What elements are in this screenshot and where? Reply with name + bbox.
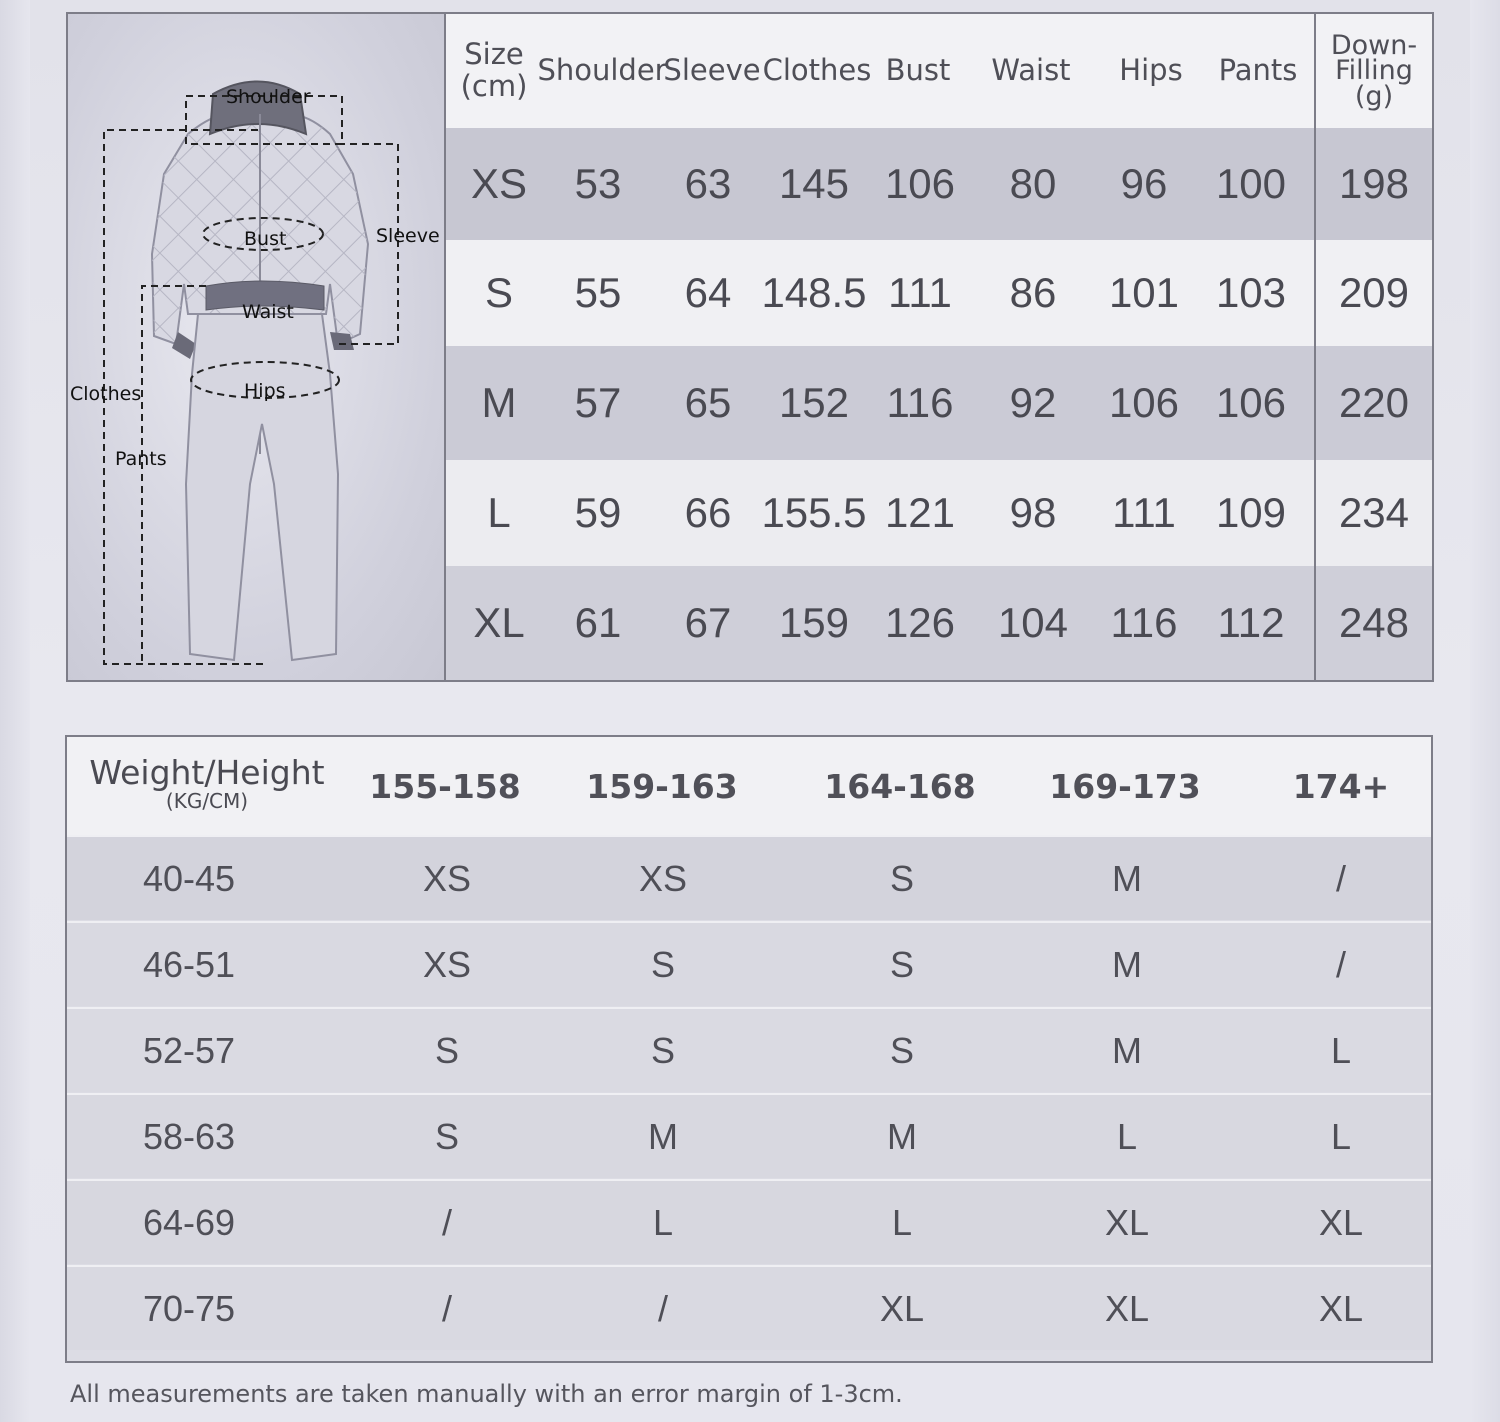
recommended-size-cell: XL	[1318, 1287, 1364, 1329]
recommended-size-cell: XS	[422, 943, 472, 985]
size-cell-sleeve: 66	[684, 489, 732, 536]
recommended-size-cell: M	[1112, 1029, 1142, 1071]
size-cell-bust: 106	[884, 160, 956, 207]
recommended-size-cell: /	[441, 1287, 452, 1329]
header-down-filling	[1316, 14, 1432, 128]
size-cell-shoulder: 53	[574, 160, 622, 207]
weight-height-title-text: Weight/Height	[89, 753, 325, 792]
recommended-size-cell: S	[889, 857, 914, 899]
size-cell-size: XL	[473, 599, 525, 646]
recommended-size-cell: XL	[1104, 1201, 1150, 1243]
size-cell-pants: 100	[1215, 160, 1287, 207]
recommended-size-cell: M	[887, 1115, 917, 1157]
weight-range-cell: 46-51	[142, 943, 236, 985]
header-down-line2: Filling	[1335, 55, 1413, 87]
recommended-size-cell: /	[441, 1201, 452, 1243]
down-column-divider	[1314, 14, 1316, 680]
size-cell-waist: 86	[1009, 269, 1057, 316]
sleeve-label: Sleeve	[376, 225, 440, 247]
weight-row	[67, 1007, 1431, 1092]
size-cell-shoulder: 61	[574, 599, 622, 646]
weight-row	[67, 921, 1431, 1006]
size-cell-down: 220	[1338, 379, 1410, 426]
recommended-size-cell: M	[648, 1115, 678, 1157]
recommended-size-cell: XL	[1104, 1287, 1150, 1329]
size-cell-down: 198	[1338, 160, 1410, 207]
header-size	[446, 14, 542, 128]
size-cell-clothes: 159	[778, 599, 850, 646]
size-cell-bust: 126	[884, 599, 956, 646]
size-row-s	[446, 240, 1432, 346]
weight-height-header	[67, 737, 1431, 835]
size-cell-hips: 101	[1108, 269, 1180, 316]
size-cell-hips: 96	[1120, 160, 1168, 207]
size-cell-hips: 106	[1108, 379, 1180, 426]
recommended-size-cell: L	[652, 1201, 674, 1243]
recommended-size-cell: L	[1330, 1029, 1352, 1071]
size-cell-sleeve: 65	[684, 379, 732, 426]
size-cell-size: L	[487, 489, 511, 536]
height-col-4: 169-173	[1049, 766, 1201, 806]
weight-range-cell: 58-63	[142, 1115, 236, 1157]
recommended-size-cell: /	[1335, 857, 1346, 899]
recommended-size-cell: L	[1116, 1115, 1138, 1157]
header-size-unit: (cm)	[460, 69, 528, 103]
size-cell-sleeve: 67	[684, 599, 732, 646]
pants-label: Pants	[115, 448, 167, 470]
size-cell-bust: 116	[886, 379, 954, 426]
header-shoulder: Shoulder	[537, 53, 667, 88]
recommended-size-cell: S	[650, 1029, 675, 1071]
recommended-size-cell: /	[657, 1287, 668, 1329]
weight-height-title	[87, 753, 327, 814]
height-col-1: 155-158	[369, 766, 521, 806]
size-cell-size: XS	[470, 160, 528, 207]
size-cell-down: 209	[1338, 269, 1410, 316]
recommended-size-cell: S	[650, 943, 675, 985]
waist-label: Waist	[242, 301, 294, 323]
size-cell-pants: 109	[1215, 489, 1287, 536]
size-cell-shoulder: 55	[574, 269, 622, 316]
height-col-5: 174+	[1292, 766, 1390, 806]
size-cell-clothes: 155.5	[761, 489, 867, 536]
recommended-size-cell: XL	[879, 1287, 925, 1329]
size-row-xs	[446, 128, 1432, 240]
height-col-3: 164-168	[824, 766, 976, 806]
size-cell-shoulder: 57	[574, 379, 622, 426]
weight-height-unit: (KG/CM)	[165, 789, 249, 814]
shoulder-label: Shoulder	[226, 86, 311, 108]
recommended-size-cell: L	[891, 1201, 913, 1243]
recommended-size-cell: XS	[638, 857, 688, 899]
weight-row	[67, 835, 1431, 920]
size-cell-down: 234	[1338, 489, 1410, 536]
size-chart-panel	[66, 12, 1434, 682]
hips-label: Hips	[244, 380, 286, 402]
size-cell-waist: 92	[1009, 379, 1057, 426]
garment-diagram	[68, 14, 446, 680]
recommended-size-cell: /	[1335, 943, 1346, 985]
height-col-2: 159-163	[586, 766, 738, 806]
weight-range-cell: 70-75	[142, 1287, 236, 1329]
weight-range-cell: 40-45	[142, 857, 236, 899]
size-row-m	[446, 346, 1432, 460]
header-bust: Bust	[885, 53, 951, 88]
header-down-line1: Down-	[1330, 29, 1418, 61]
size-measurement-table	[446, 14, 1432, 680]
size-cell-waist: 98	[1009, 489, 1057, 536]
size-cell-sleeve: 64	[684, 269, 732, 316]
recommended-size-cell: M	[1112, 857, 1142, 899]
size-row-l	[446, 460, 1432, 566]
bust-label: Bust	[244, 228, 287, 250]
weight-row	[67, 1179, 1431, 1264]
size-cell-hips: 116	[1110, 599, 1178, 646]
size-cell-shoulder: 59	[574, 489, 622, 536]
size-cell-clothes: 145	[778, 160, 850, 207]
measurement-footnote: All measurements are taken manually with an error margin of 1-3cm.	[70, 1380, 903, 1408]
recommended-size-cell: S	[889, 1029, 914, 1071]
recommended-size-cell: S	[434, 1029, 459, 1071]
size-cell-pants: 106	[1215, 379, 1287, 426]
size-cell-waist: 104	[997, 599, 1069, 646]
header-size-title: Size	[464, 37, 524, 72]
recommended-size-cell: M	[1112, 943, 1142, 985]
weight-row	[67, 1265, 1431, 1350]
header-pants: Pants	[1218, 53, 1298, 88]
recommended-size-cell: S	[434, 1115, 459, 1157]
size-cell-hips: 111	[1112, 489, 1176, 536]
size-cell-clothes: 152	[778, 379, 850, 426]
size-table-header	[446, 14, 1432, 128]
size-cell-pants: 112	[1217, 599, 1285, 646]
size-cell-size: S	[484, 269, 513, 316]
weight-range-cell: 52-57	[142, 1029, 236, 1071]
recommended-size-cell: S	[889, 943, 914, 985]
header-hips: Hips	[1119, 53, 1183, 88]
header-down-unit: (g)	[1354, 80, 1394, 112]
weight-range-cell: 64-69	[142, 1201, 236, 1243]
header-sleeve: Sleeve	[663, 53, 761, 88]
weight-height-panel	[65, 735, 1433, 1363]
header-waist: Waist	[991, 53, 1071, 88]
size-cell-sleeve: 63	[684, 160, 732, 207]
size-cell-bust: 121	[884, 489, 956, 536]
size-cell-bust: 111	[888, 269, 952, 316]
header-clothes: Clothes	[762, 53, 872, 88]
size-cell-size: M	[481, 379, 517, 426]
recommended-size-cell: XS	[422, 857, 472, 899]
size-cell-waist: 80	[1009, 160, 1057, 207]
weight-row	[67, 1093, 1431, 1178]
recommended-size-cell: XL	[1318, 1201, 1364, 1243]
size-row-xl	[446, 566, 1432, 680]
size-cell-down: 248	[1338, 599, 1410, 646]
recommended-size-cell: L	[1330, 1115, 1352, 1157]
size-cell-pants: 103	[1215, 269, 1287, 316]
jumpsuit-illustration	[68, 14, 444, 680]
clothes-label: Clothes	[70, 383, 142, 405]
size-cell-clothes: 148.5	[761, 269, 867, 316]
